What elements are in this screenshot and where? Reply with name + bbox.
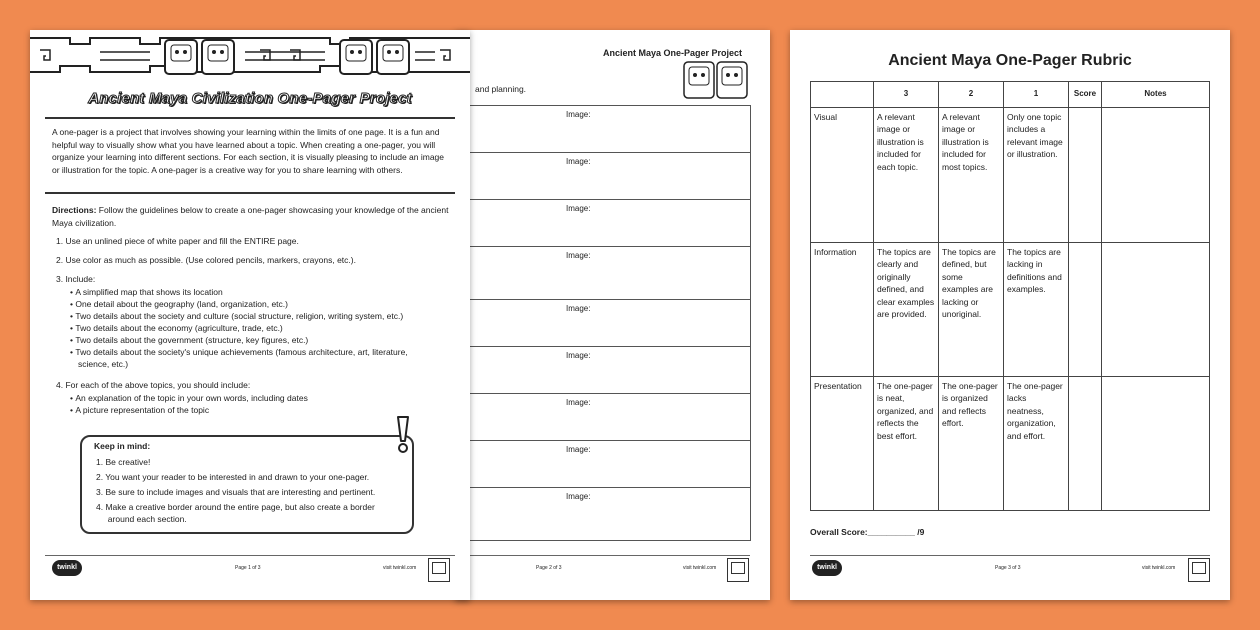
overall-score: Overall Score:__________ /9 — [810, 527, 925, 537]
step-1: 1. Use an unlined piece of white paper and fill the ENTIRE page. — [56, 236, 299, 246]
site-link[interactable]: visit twinkl.com — [1142, 565, 1176, 571]
include-item: • Two details about the society's unique achievements (famous architecture, art, literature, — [70, 347, 408, 357]
badge-icon — [1188, 558, 1210, 582]
step-3: 3. Include: — [56, 274, 96, 284]
rubric-cell: The topics are lacking in definitions and examples. — [1004, 242, 1069, 376]
rubric-score-cell[interactable] — [1069, 242, 1102, 376]
step-4: 4. For each of the above topics, you should include: — [56, 380, 251, 390]
keep-item: 1. Be creative! — [96, 457, 151, 467]
directions — [52, 204, 452, 229]
site-link[interactable]: visit twinkl.com — [683, 565, 717, 571]
image-section[interactable] — [465, 299, 751, 347]
step-2: 2. Use color as much as possible. (Use colored pencils, markers, crayons, etc.). — [56, 255, 356, 265]
directions-label: Directions: — [52, 205, 97, 215]
image-section[interactable] — [465, 440, 751, 488]
keep-item: 4. Make a creative border around the entire page, but also create a border — [96, 502, 375, 512]
twinkl-logo-icon: twinkl — [52, 560, 82, 576]
rubric-notes-cell[interactable] — [1102, 107, 1210, 242]
directions-text: Follow the guidelines below to create a one-pager showcasing your knowledge of the ancient Maya civilization. — [52, 205, 449, 228]
rubric-row-label: Visual — [811, 107, 874, 242]
image-section[interactable] — [465, 487, 751, 541]
image-label: Image: — [566, 304, 591, 313]
rubric-table — [810, 81, 1210, 511]
rubric-cell: The one-pager is organized and reflects effort. — [939, 376, 1004, 510]
maya-border-icon — [30, 30, 470, 80]
image-section[interactable] — [465, 393, 751, 441]
page-number: Page 1 of 3 — [235, 565, 261, 571]
rubric-cell: The topics are clearly and originally defined, and clear examples are provided. — [874, 242, 939, 376]
planning-page — [455, 30, 770, 600]
rubric-row — [811, 376, 1210, 510]
image-label: Image: — [566, 351, 591, 360]
badge-icon — [727, 558, 749, 582]
include-item: • A simplified map that shows its location — [70, 287, 223, 297]
rubric-header-notes: Notes — [1102, 82, 1210, 108]
rubric-row-label: Information — [811, 242, 874, 376]
maya-glyph-icon — [683, 61, 749, 101]
image-section[interactable] — [465, 105, 751, 153]
rubric-header-row — [811, 82, 1210, 108]
rubric-cell: The one-pager lacks neatness, organization, and effort. — [1004, 376, 1069, 510]
site-link[interactable]: visit twinkl.com — [383, 565, 417, 571]
image-label: Image: — [566, 492, 591, 501]
each-item: • An explanation of the topic in your own words, including dates — [70, 393, 308, 403]
rubric-cell: A relevant image or illustration is included for each topic. — [874, 107, 939, 242]
rubric-cell: Only one topic includes a relevant image or illustration. — [1004, 107, 1069, 242]
keep-item: around each section. — [96, 514, 187, 524]
rubric-header-blank — [811, 82, 874, 108]
include-item: • One detail about the geography (land, organization, etc.) — [70, 299, 288, 309]
page-number: Page 3 of 3 — [995, 565, 1021, 571]
planning-text: and planning. — [475, 84, 527, 94]
rubric-cell: The one-pager is neat, organized, and reflects the best effort. — [874, 376, 939, 510]
image-label: Image: — [566, 251, 591, 260]
image-section[interactable] — [465, 199, 751, 247]
rubric-header-score: Score — [1069, 82, 1102, 108]
image-label: Image: — [566, 157, 591, 166]
rubric-cell: A relevant image or illustration is included for most topics. — [939, 107, 1004, 242]
keep-in-mind-box — [80, 435, 414, 534]
image-section[interactable] — [465, 346, 751, 394]
rubric-row-label: Presentation — [811, 376, 874, 510]
rubric-header-3: 3 — [874, 82, 939, 108]
intro-paragraph: A one-pager is a project that involves showing your learning within the limits of one page. It is a fun and helpful way to visually show what you have learned about a topic. When creating a one-pager, you will organize your learning into different sections. For each section, it is visually pleasing to include an image or illustration for the topic. A one-pager is a creative way for you to share learning with others. — [52, 127, 445, 175]
image-label: Image: — [566, 204, 591, 213]
rubric-title: Ancient Maya One-Pager Rubric — [888, 52, 1132, 69]
rubric-cell: The topics are defined, but some examples are lacking or unoriginal. — [939, 242, 1004, 376]
rubric-notes-cell[interactable] — [1102, 376, 1210, 510]
rubric-notes-cell[interactable] — [1102, 242, 1210, 376]
include-item: • Two details about the government (structure, key figures, etc.) — [70, 335, 309, 345]
image-label: Image: — [566, 445, 591, 454]
rubric-header-2: 2 — [939, 82, 1004, 108]
image-section[interactable] — [465, 246, 751, 300]
page-number: Page 2 of 3 — [536, 565, 562, 571]
page-title: Ancient Maya Civilization One-Pager Project — [88, 90, 412, 107]
keep-title: Keep in mind: — [94, 441, 151, 451]
rubric-score-cell[interactable] — [1069, 107, 1102, 242]
keep-item: 2. You want your reader to be interested in and drawn to your one-pager. — [96, 472, 370, 482]
include-item-cont: science, etc.) — [78, 359, 129, 369]
rubric-row — [811, 107, 1210, 242]
rubric-row — [811, 242, 1210, 376]
include-item: • Two details about the economy (agriculture, trade, etc.) — [70, 323, 283, 333]
badge-icon — [428, 558, 450, 582]
image-label: Image: — [566, 398, 591, 407]
twinkl-logo-icon: twinkl — [812, 560, 842, 576]
rubric-score-cell[interactable] — [1069, 376, 1102, 510]
rubric-page — [790, 30, 1230, 600]
exclamation-icon — [392, 415, 414, 455]
image-label: Image: — [566, 110, 591, 119]
each-item: • A picture representation of the topic — [70, 405, 210, 415]
rubric-header-1: 1 — [1004, 82, 1069, 108]
page2-header: Ancient Maya One-Pager Project — [603, 48, 743, 58]
keep-item: 3. Be sure to include images and visuals that are interesting and pertinent. — [96, 487, 376, 497]
include-item: • Two details about the society and culture (social structure, religion, writing system, etc.) — [70, 311, 404, 321]
image-section[interactable] — [465, 152, 751, 200]
project-page — [30, 30, 470, 600]
